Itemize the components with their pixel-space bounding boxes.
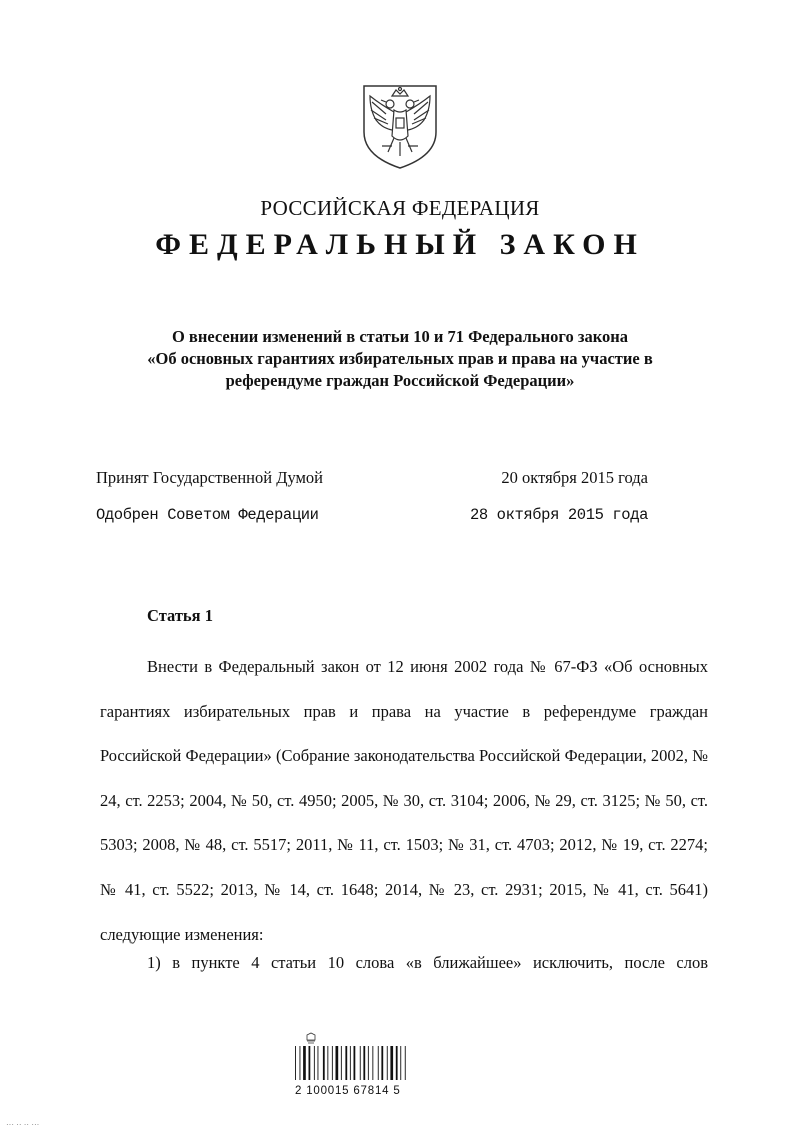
barcode-bar	[378, 1046, 379, 1080]
law-type-header: ФЕДЕРАЛЬНЫЙ ЗАКОН	[155, 228, 645, 261]
council-approval-date: 28 октября 2015 года	[469, 506, 648, 524]
barcode-bar	[309, 1046, 311, 1080]
duma-adoption-date: 20 октября 2015 года	[501, 468, 648, 487]
article-item-1: 1) в пункте 4 статьи 10 слова «в ближайшее» исключить, после слов	[147, 953, 708, 972]
barcode-bar	[354, 1046, 356, 1080]
barcode-bar	[341, 1046, 342, 1080]
page-scan-mark: ··· ·· ·· ···	[6, 1120, 40, 1129]
barcode-number: 2 100015 67814 5	[295, 1085, 401, 1097]
barcode-bar	[314, 1046, 315, 1080]
coat-of-arms-icon	[356, 80, 444, 172]
barcode-bar	[396, 1046, 398, 1080]
barcode-bar	[390, 1046, 393, 1080]
barcode-bar	[332, 1046, 333, 1080]
council-approval-label: Одобрен Советом Федерации	[96, 506, 319, 524]
barcode-bar	[360, 1046, 361, 1080]
article-heading: Статья 1	[147, 606, 213, 625]
article-paragraph: Внести в Федеральный закон от 12 июня 2002 года № 67-ФЗ «Об основных гарантиях избирательных прав и права на участие в референдуме граждан Российской Федерации» (Собрание законодательства Российской Федерации, 2002, № 24, ст. 2253; 2004, № 50, ст. 4950; 2005, № 30, ст. 3104; 2006, № 29, ст. 3125; № 50, ст. 5303; 2008, № 48, ст. 5517; 2011, № 11, ст. 1503; № 31, ст. 4703; 2012, № 19, ст. 2274; № 41, ст. 5522; 2013, № 14, ст. 1648; 2014, № 23, ст. 2931; 2015, № 41, ст. 5641) следующие изменения:	[100, 657, 708, 944]
barcode-icon	[291, 1032, 411, 1082]
barcode-bar	[368, 1046, 369, 1080]
law-title-line: референдуме граждан Российской Федерации»	[225, 371, 575, 390]
law-title	[100, 326, 700, 392]
duma-adoption-label: Принят Государственной Думой	[96, 468, 324, 487]
barcode-bar	[381, 1046, 383, 1080]
barcode-bar	[303, 1046, 306, 1080]
law-title-line: О внесении изменений в статьи 10 и 71 Федерального закона	[171, 327, 629, 346]
barcode-bar	[363, 1046, 365, 1080]
barcode-bar	[372, 1046, 373, 1080]
barcode-bar	[350, 1046, 351, 1080]
barcode-bar	[345, 1046, 347, 1080]
barcode-bar	[336, 1046, 339, 1080]
law-title-line: «Об основных гарантиях избирательных прав и права на участие в	[147, 349, 653, 368]
barcode-bar	[295, 1046, 296, 1080]
federation-header: РОССИЙСКАЯ ФЕДЕРАЦИЯ	[260, 196, 540, 220]
barcode-bar	[405, 1046, 406, 1080]
barcode-bar	[323, 1046, 325, 1080]
barcode-bar	[300, 1046, 301, 1080]
barcode-bar	[400, 1046, 401, 1080]
barcode-bar	[327, 1046, 328, 1080]
barcode-bar	[387, 1046, 388, 1080]
barcode-bar	[318, 1046, 319, 1080]
